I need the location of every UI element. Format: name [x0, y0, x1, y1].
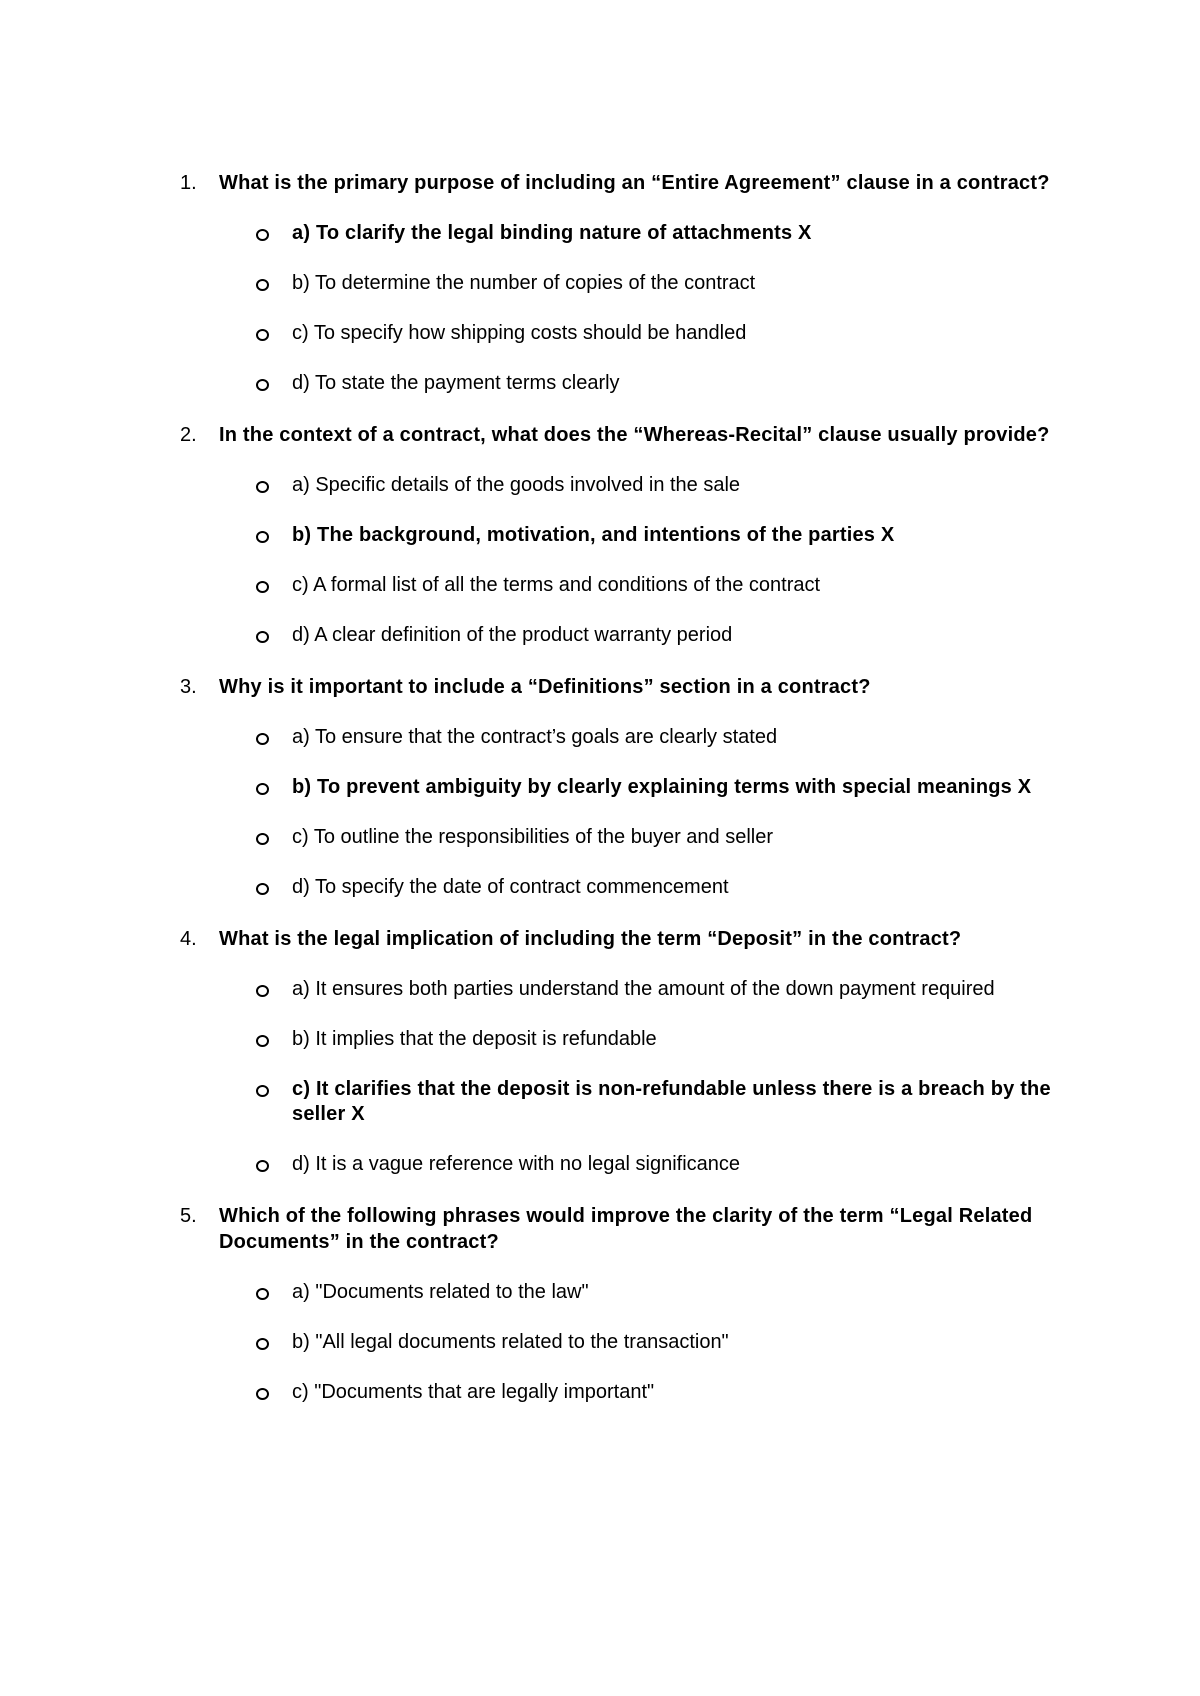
- question-number: 4.: [180, 928, 197, 950]
- option-list: [219, 473, 1060, 648]
- option-item-correct: [219, 221, 1060, 246]
- circle-bullet-icon: [256, 1085, 269, 1097]
- circle-bullet-icon: [256, 631, 269, 643]
- option-text: a) To clarify the legal binding nature of attachments X: [292, 222, 812, 244]
- question-list: [180, 170, 1060, 1431]
- question-text: What is the primary purpose of including an “Entire Agreement” clause in a contract?: [219, 172, 1050, 194]
- circle-bullet-icon: [256, 1035, 269, 1047]
- option-text: b) To determine the number of copies of the contract: [292, 272, 756, 294]
- circle-bullet-icon: [256, 1288, 269, 1300]
- circle-bullet-icon: [256, 733, 269, 745]
- question-item: [180, 422, 1060, 648]
- circle-bullet-icon: [256, 883, 269, 895]
- option-item-correct: [219, 775, 1060, 800]
- question-text: Which of the following phrases would improve the clarity of the term “Legal Related Documents” in the contract?: [219, 1205, 1033, 1253]
- option-text: a) "Documents related to the law": [292, 1281, 589, 1303]
- option-item: [219, 1152, 1060, 1177]
- option-item: [219, 623, 1060, 648]
- option-item: [219, 473, 1060, 498]
- option-text: a) To ensure that the contract’s goals are clearly stated: [292, 726, 778, 748]
- option-item: [219, 875, 1060, 900]
- question-number: 5.: [180, 1205, 197, 1227]
- question-item: [180, 1203, 1060, 1405]
- option-item: [219, 1027, 1060, 1052]
- circle-bullet-icon: [256, 229, 269, 241]
- question-text: Why is it important to include a “Definitions” section in a contract?: [219, 676, 871, 698]
- question-item: [180, 170, 1060, 396]
- option-item: [219, 1280, 1060, 1305]
- circle-bullet-icon: [256, 1388, 269, 1400]
- option-text: d) It is a vague reference with no legal significance: [292, 1153, 741, 1175]
- option-text: a) It ensures both parties understand the amount of the down payment required: [292, 978, 995, 1000]
- circle-bullet-icon: [256, 985, 269, 997]
- option-text: d) To state the payment terms clearly: [292, 372, 620, 394]
- option-text: c) To outline the responsibilities of the buyer and seller: [292, 826, 774, 848]
- question-item: [180, 926, 1060, 1177]
- option-text: b) "All legal documents related to the transaction": [292, 1331, 729, 1353]
- option-list: [219, 1280, 1060, 1405]
- option-text: c) To specify how shipping costs should be handled: [292, 322, 747, 344]
- circle-bullet-icon: [256, 783, 269, 795]
- option-text: c) "Documents that are legally important": [292, 1381, 655, 1403]
- question-item: [180, 674, 1060, 900]
- circle-bullet-icon: [256, 481, 269, 493]
- option-item: [219, 825, 1060, 850]
- option-item: [219, 573, 1060, 598]
- option-text: b) It implies that the deposit is refundable: [292, 1028, 657, 1050]
- question-number: 3.: [180, 676, 197, 698]
- circle-bullet-icon: [256, 833, 269, 845]
- option-list: [219, 221, 1060, 396]
- option-item-correct: [219, 1077, 1060, 1127]
- option-item: [219, 977, 1060, 1002]
- circle-bullet-icon: [256, 329, 269, 341]
- option-text: c) It clarifies that the deposit is non-refundable unless there is a breach by the seller X: [292, 1078, 1051, 1125]
- question-text: What is the legal implication of including the term “Deposit” in the contract?: [219, 928, 962, 950]
- option-text: c) A formal list of all the terms and conditions of the contract: [292, 574, 821, 596]
- option-item: [219, 1330, 1060, 1355]
- option-list: [219, 725, 1060, 900]
- option-item-correct: [219, 523, 1060, 548]
- circle-bullet-icon: [256, 1338, 269, 1350]
- circle-bullet-icon: [256, 1160, 269, 1172]
- option-text: a) Specific details of the goods involved in the sale: [292, 474, 741, 496]
- option-list: [219, 977, 1060, 1177]
- question-number: 1.: [180, 172, 197, 194]
- question-number: 2.: [180, 424, 197, 446]
- option-text: d) To specify the date of contract commencement: [292, 876, 729, 898]
- option-item: [219, 371, 1060, 396]
- option-item: [219, 321, 1060, 346]
- option-item: [219, 725, 1060, 750]
- option-item: [219, 1380, 1060, 1405]
- option-text: d) A clear definition of the product warranty period: [292, 624, 733, 646]
- option-text: b) To prevent ambiguity by clearly explaining terms with special meanings X: [292, 776, 1032, 798]
- circle-bullet-icon: [256, 379, 269, 391]
- option-item: [219, 271, 1060, 296]
- circle-bullet-icon: [256, 531, 269, 543]
- question-text: In the context of a contract, what does the “Whereas-Recital” clause usually provide?: [219, 424, 1050, 446]
- circle-bullet-icon: [256, 279, 269, 291]
- option-text: b) The background, motivation, and intentions of the parties X: [292, 524, 895, 546]
- circle-bullet-icon: [256, 581, 269, 593]
